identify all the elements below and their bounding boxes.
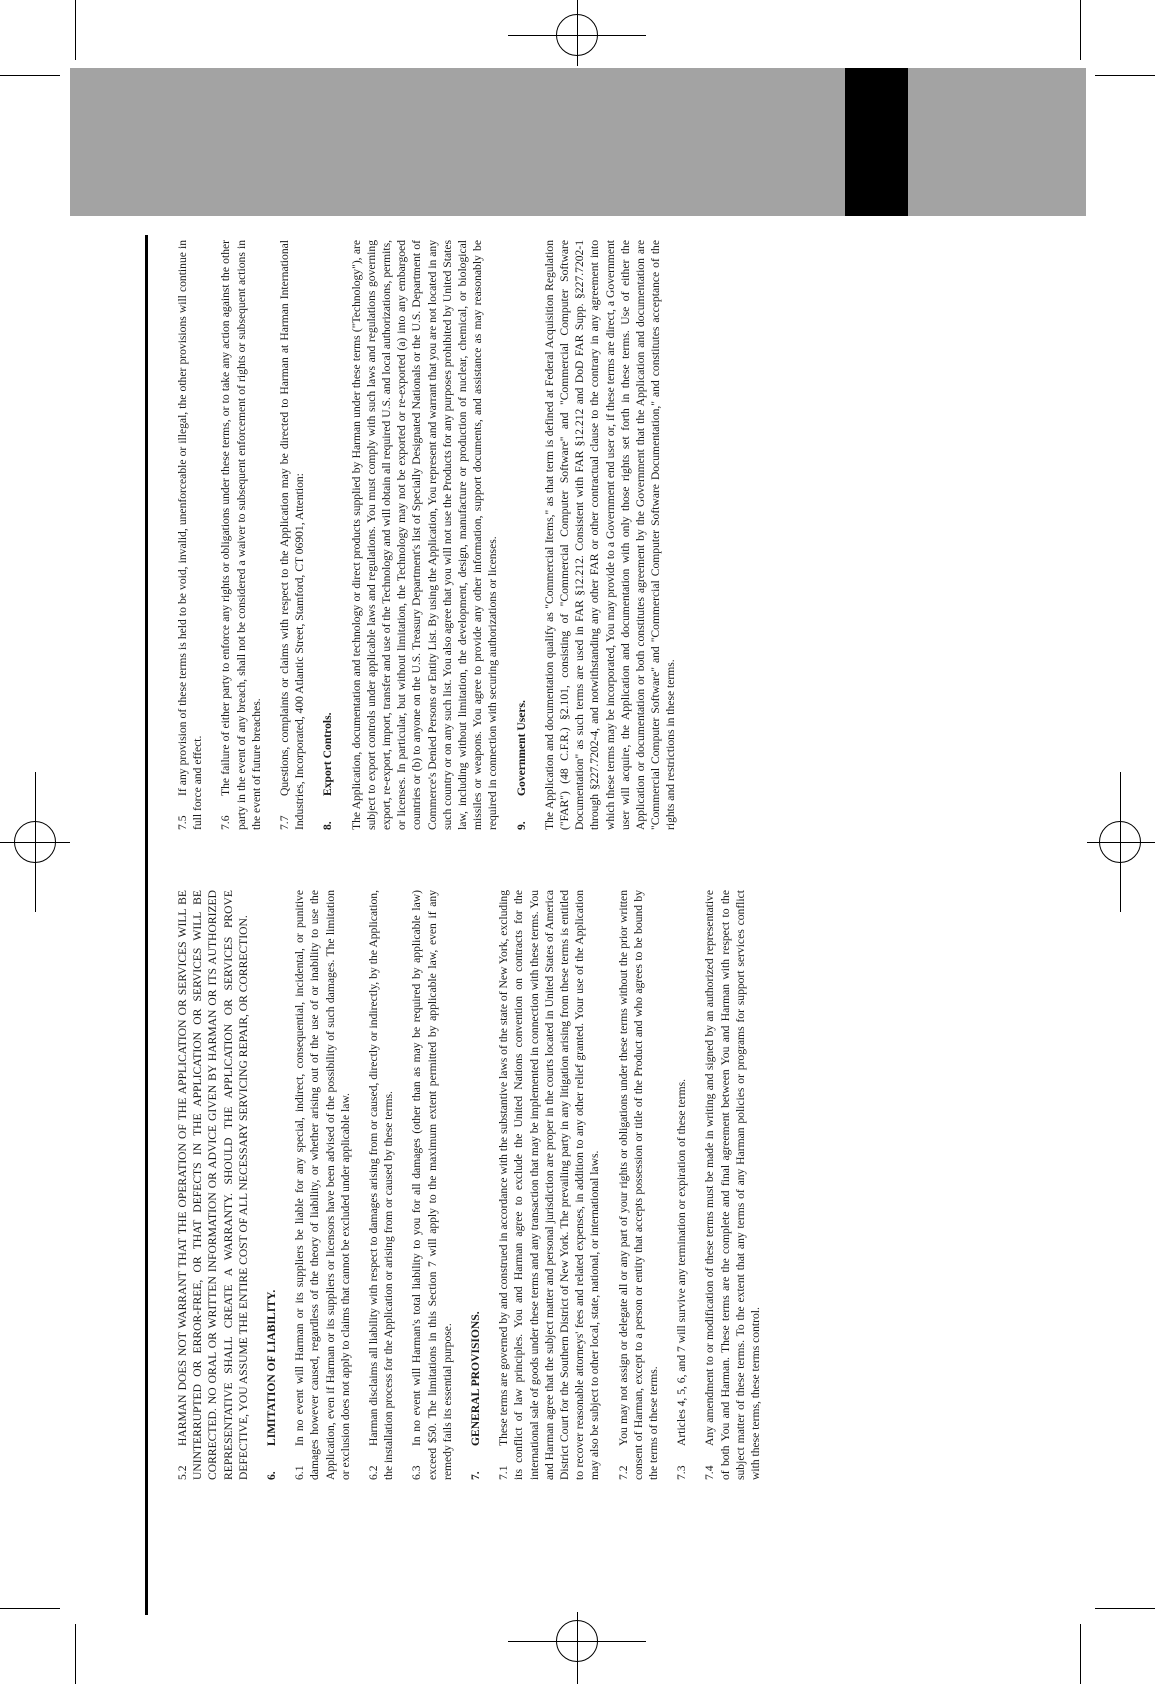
heading-8: 8.Export Controls.: [321, 712, 335, 830]
right-column: [175, 240, 895, 830]
para-7-7: 7.7Questions, complaints or claims with respect to the Application may be directed to Harman at Harman International Industries, Incorporated, 400 Atlantic Street, Stamford, CT 06901, Attention:: [278, 240, 307, 830]
header-gray-band: [70, 68, 1086, 216]
para-7-3: 7.3Articles 4, 5, 6, and 7 will survive any termination or expiration of these terms.: [675, 1078, 689, 1480]
para-7-4: 7.4Any amendment to or modification of these terms must be made in writing and signed by an authorized representative of both You and Harman. These terms are the complete and final agreement between You and Harman with respect to the subject matter of these terms. To the extent that any terms of any Harman policies or programs for support services conflict with these terms, these terms control.: [703, 890, 763, 1480]
para-6-2: 6.2Harman disclaims all liability with respect to damages arising from or caused, directly or indirectly, by the Application, the installation process for the Application or arising from or caused by these terms.: [367, 890, 396, 1480]
para-7-2: 7.2You may not assign or delegate all or any part of your rights or obligations under these terms without the prior written consent of Harman, except to a person or entity that accepts possession or title of the Product and who agrees to be bound by the terms of these terms.: [616, 890, 661, 1480]
left-column: [175, 890, 895, 1480]
para-5-2: 5.2HARMAN DOES NOT WARRANT THAT THE OPERATION OF THE APPLICATION OR SERVICES WILL BE UNINTERRUPTED OR ERROR-FREE, OR THAT DEFECTS IN THE APPLICATION OR SERVICES WILL BE CORRECTED. NO ORAL OR WRITTEN INFORMATION OR ADVICE GIVEN BY HARMAN OR ITS AUTHORIZED REPRESENTATIVE SHALL CREATE A WARRANTY. SHOULD THE APPLICATION OR SERVICES PROVE DEFECTIVE, YOU ASSUME THE ENTIRE COST OF ALL NECESSARY SERVICING REPAIR, OR CORRECTION.: [176, 890, 250, 1480]
para-7-1: 7.1These terms are governed by and construed in accordance with the substantive laws of the state of New York, excluding its conflict of law principles. You and Harman agree to exclude the United Nations convention on contracts for the international sale of goods under these terms and any transaction that may be implemented in connection with these terms. You and Harman agree that the subject matter and personal jurisdiction are proper in the courts located in United States of America District Court for the Southern District of New York. The prevailing party in any litigation arising from these terms is entitled to recover reasonable attorneys' fees and related expenses, in addition to any other relief granted. Your use of the Application may also be subject to other local, state, national, or international laws.: [497, 890, 602, 1480]
registration-mark-right: [1120, 772, 1121, 912]
crop-mark: [75, 1624, 76, 1684]
crop-mark: [0, 1608, 60, 1609]
document-page: [175, 240, 895, 1480]
registration-mark-top: [577, 0, 578, 66]
para-8: The Application, documentation and technology or direct products supplied by Harman under these terms ("Technology"), are subject to export controls under applicable laws and regulations. You must comply with such laws and regulations governing export, re-export, import, transfer and use of the Technology and will obtain all required U.S. and local authorizations, permits, or licenses. In particular, but without limitation, the Technology may not be exported or re-exported (a) into any embargoed countries or (b) to anyone on the U.S. Treasury Department's list of Specially Designated Nationals or the U.S. Department of Commerce's Denied Persons or Entity List. By using the Application, You represent and warrant that you are not located in any such country or on any such list. You also agree that you will not use the Products for any purposes prohibited by United States law, including without limitation, the development, design, manufacture or production of nuclear, chemical, or biological missiles or weapons. You agree to provide any other information, support documents, and assistance as may reasonably be required in connection with securing authorizations or licenses.: [349, 240, 500, 830]
crop-mark: [1095, 1608, 1155, 1609]
crop-mark: [1080, 1624, 1081, 1684]
heading-7: 7.GENERAL PROVISIONS.: [469, 1311, 483, 1480]
para-6-1: 6.1In no event will Harman or its suppliers be liable for any special, indirect, consequential, incidental, or punitive damages however caused, regardless of the theory of liability, or whether arising out of the use of or inability to use the Application, even if Harman or its suppliers or licensors have been advised of the possibility of such damages. The limitation or exclusion does not apply to claims that cannot be excluded under applicable law.: [293, 890, 352, 1480]
registration-mark-bottom: [577, 1612, 578, 1684]
para-9: The Application and documentation qualify as "Commercial Items," as that term is defined at Federal Acquisition Regulation ("FAR") (48 C.F.R.) §2.101, consisting of "Commercial Computer Software" and "Commercial Computer Software Documentation" as such terms are used in FAR §12.212. Consistent with FAR §12.212 and DoD FAR Supp. §227.7202-1 through §227.7202-4, and notwithstanding any other FAR or other contractual clause to the contrary in any agreement into which these terms may be incorporated, You may provide to a Government end user or, if these terms are direct, a Government user will acquire, the Application and documentation with only those rights set forth in these terms. Use of either the Application or documentation or both constitutes agreement by the Government that the Application and documentation are "Commercial Computer Software" and "Commercial Computer Software Documentation," and constitutes acceptance of the rights and restrictions in these terms.: [542, 240, 678, 830]
heading-6: 6.LIMITATION OF LIABILITY.: [265, 1289, 279, 1480]
heading-9: 9.Government Users.: [514, 700, 528, 830]
crop-mark: [75, 0, 76, 60]
para-6-3: 6.3In no event will Harman's total liability to you for all damages (other than as may be required by applicable law) exceed $50. The limitations in this Section 7 will apply to the maximum extent permitted by applicable law, even if any remedy fails its essential purpose.: [410, 890, 454, 1480]
crop-mark: [1095, 75, 1155, 76]
margin-rule: [145, 235, 148, 1615]
header-black-tab: [845, 68, 908, 216]
para-7-5: 7.5If any provision of these terms is held to be void, invalid, unenforceable or illegal, the other provisions will continue in full force and effect.: [176, 240, 205, 830]
crop-mark: [0, 75, 60, 76]
para-7-6: 7.6The failure of either party to enforce any rights or obligations under these terms, or to take any action against the other party in the event of any breach, shall not be considered a waiver to subsequent enforcement of rights or subsequent actions in the event of future breaches.: [219, 240, 263, 830]
registration-mark-left: [35, 772, 36, 912]
crop-mark: [1080, 0, 1081, 60]
registration-mark-right: [1087, 842, 1155, 843]
